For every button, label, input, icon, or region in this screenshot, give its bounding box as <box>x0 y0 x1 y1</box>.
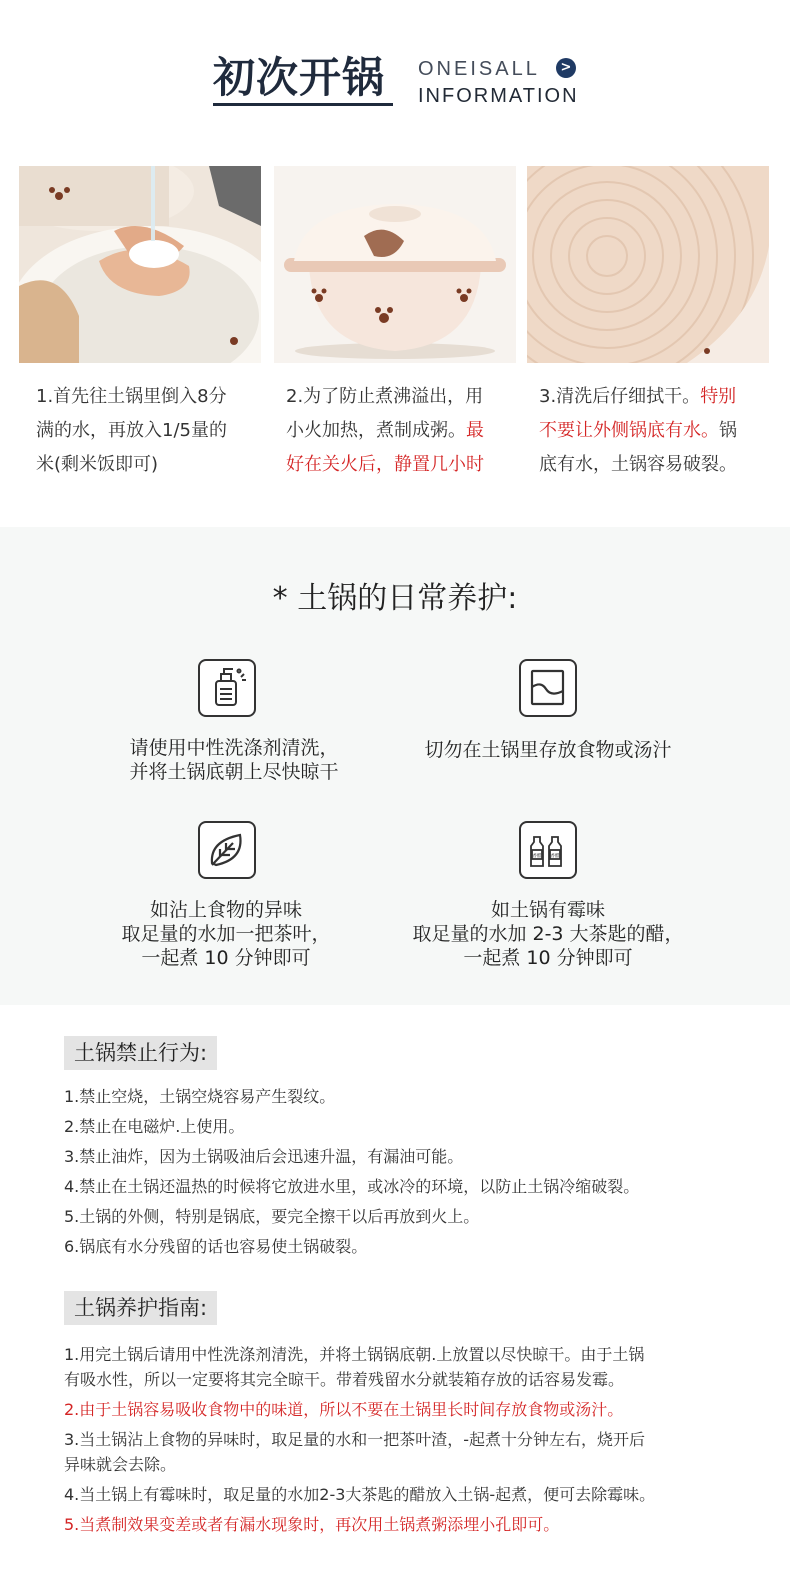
list-line: 3.当土锅沾上食物的异味时，取足量的水和一把茶叶渣，-起煮十分钟左右，烧开后 <box>64 1430 646 1449</box>
daily-care-title: * 土锅的日常养护: <box>272 581 518 616</box>
step-3-plain: 锅 <box>719 420 737 441</box>
list-line: 2.由于土锅容易吸收食物中的味道，所以不要在土锅里长时间存放食物或汤汁。 <box>64 1400 624 1419</box>
vinegar-bottles-icon <box>519 821 577 879</box>
list-item: 4.禁止在土锅还温热的时候将它放进水里，或冰冷的环境，以防止土锅冷缩破裂。 <box>64 1177 640 1196</box>
prohibited-title: 土锅禁止行为: <box>64 1036 217 1070</box>
no-storage-icon <box>519 659 577 717</box>
step-2-warning: 最 <box>466 420 484 441</box>
step-2-plain: 小火加热，煮制成粥。 <box>286 420 466 441</box>
bottle-label: 香醋 <box>532 854 542 859</box>
step-2-warning: 好在关火后，静置几小时 <box>286 454 484 475</box>
care-item-text <box>368 738 728 762</box>
step-3-line <box>539 414 769 448</box>
care-item-text <box>54 736 414 784</box>
list-line: 5.当煮制效果变差或者有漏水现象时，再次用土锅煮粥添埋小孔即可。 <box>64 1515 560 1534</box>
care-line: 并将土锅底朝上尽快晾干 <box>129 761 339 783</box>
step-3-line <box>539 380 769 414</box>
care-item-text <box>368 898 728 970</box>
step-3-warning: 特别 <box>700 386 737 407</box>
guide-list <box>64 1342 724 1542</box>
step-2-line <box>286 414 516 448</box>
list-item-warning <box>64 1512 724 1537</box>
care-line: 取足量的水加 2-3 大茶匙的醋， <box>412 923 684 945</box>
list-item: 3.禁止油炸，因为土锅吸油后会迅速升温，有漏油可能。 <box>64 1147 464 1166</box>
header <box>0 0 790 150</box>
list-item: 6.锅底有水分残留的话也容易使土锅破裂。 <box>64 1237 368 1256</box>
care-line: 一起煮 10 分钟即可 <box>463 947 633 969</box>
list-line: 4.当土锅上有霉味时，取足量的水加2-3大茶匙的醋放入土锅-起煮，便可去除霉味。 <box>64 1485 656 1504</box>
care-line: 一起煮 10 分钟即可 <box>141 947 311 969</box>
list-line: 1.用完土锅后请用中性洗涤剂清洗，并将土锅锅底朝.上放置以尽快晾干。由于土锅 <box>64 1345 645 1364</box>
list-item <box>64 1342 724 1392</box>
prohibited-list <box>64 1082 724 1262</box>
step-3-line: 底有水，土锅容易破裂。 <box>539 454 737 475</box>
list-item-warning <box>64 1397 724 1422</box>
step-3-plain: 3.清洗后仔细拭干。 <box>539 386 701 407</box>
list-line: 有吸水性，所以一定要将其完全晾干。带着残留水分就装箱存放的话容易发霉。 <box>64 1370 625 1389</box>
list-item <box>64 1427 724 1477</box>
guide-title: 土锅养护指南: <box>64 1291 217 1325</box>
step-1-line: 1.首先往土锅里倒入8分 <box>36 386 227 407</box>
bottle-label: 香醋 <box>550 854 560 859</box>
detergent-bottle-icon <box>198 659 256 717</box>
care-line: 切勿在土锅里存放食物或汤汁 <box>424 739 672 761</box>
list-item: 1.禁止空烧，土锅空烧容易产生裂纹。 <box>64 1087 336 1106</box>
step-1-line: 满的水，再放入1/5量的 <box>36 420 227 441</box>
step-1-text <box>36 380 266 482</box>
step-3-warning: 不要让外侧锅底有水。 <box>539 420 719 441</box>
care-line: 如沾上食物的异味 <box>149 899 302 921</box>
care-line: 请使用中性洗涤剂清洗， <box>129 737 339 759</box>
care-item-text <box>46 898 406 970</box>
care-line: 取足量的水加一把茶叶， <box>121 923 331 945</box>
daily-care-section <box>0 527 790 1005</box>
care-line: 如土锅有霉味 <box>490 899 605 921</box>
step-2-line: 2.为了防止煮沸溢出，用 <box>286 386 484 407</box>
arrow-right-icon: > <box>556 58 576 78</box>
list-item: 2.禁止在电磁炉.上使用。 <box>64 1117 245 1136</box>
list-item <box>64 1482 724 1507</box>
step-2-text <box>286 380 516 482</box>
title-underline <box>213 103 393 106</box>
tea-leaf-icon <box>198 821 256 879</box>
step-3-text <box>539 380 769 482</box>
step-3-photo <box>527 166 769 363</box>
page-title: 初次开锅 <box>213 53 386 102</box>
step-1-photo <box>19 166 261 363</box>
step-2-photo <box>274 166 516 363</box>
list-item: 5.土锅的外侧，特别是锅底，要完全擦干以后再放到火上。 <box>64 1207 480 1226</box>
step-1-line: 米(剩米饭即可) <box>36 454 159 475</box>
list-line: 异味就会去除。 <box>64 1455 177 1474</box>
subtitle-information: INFORMATION <box>418 85 579 107</box>
brand-name: ONEISALL <box>418 58 540 80</box>
